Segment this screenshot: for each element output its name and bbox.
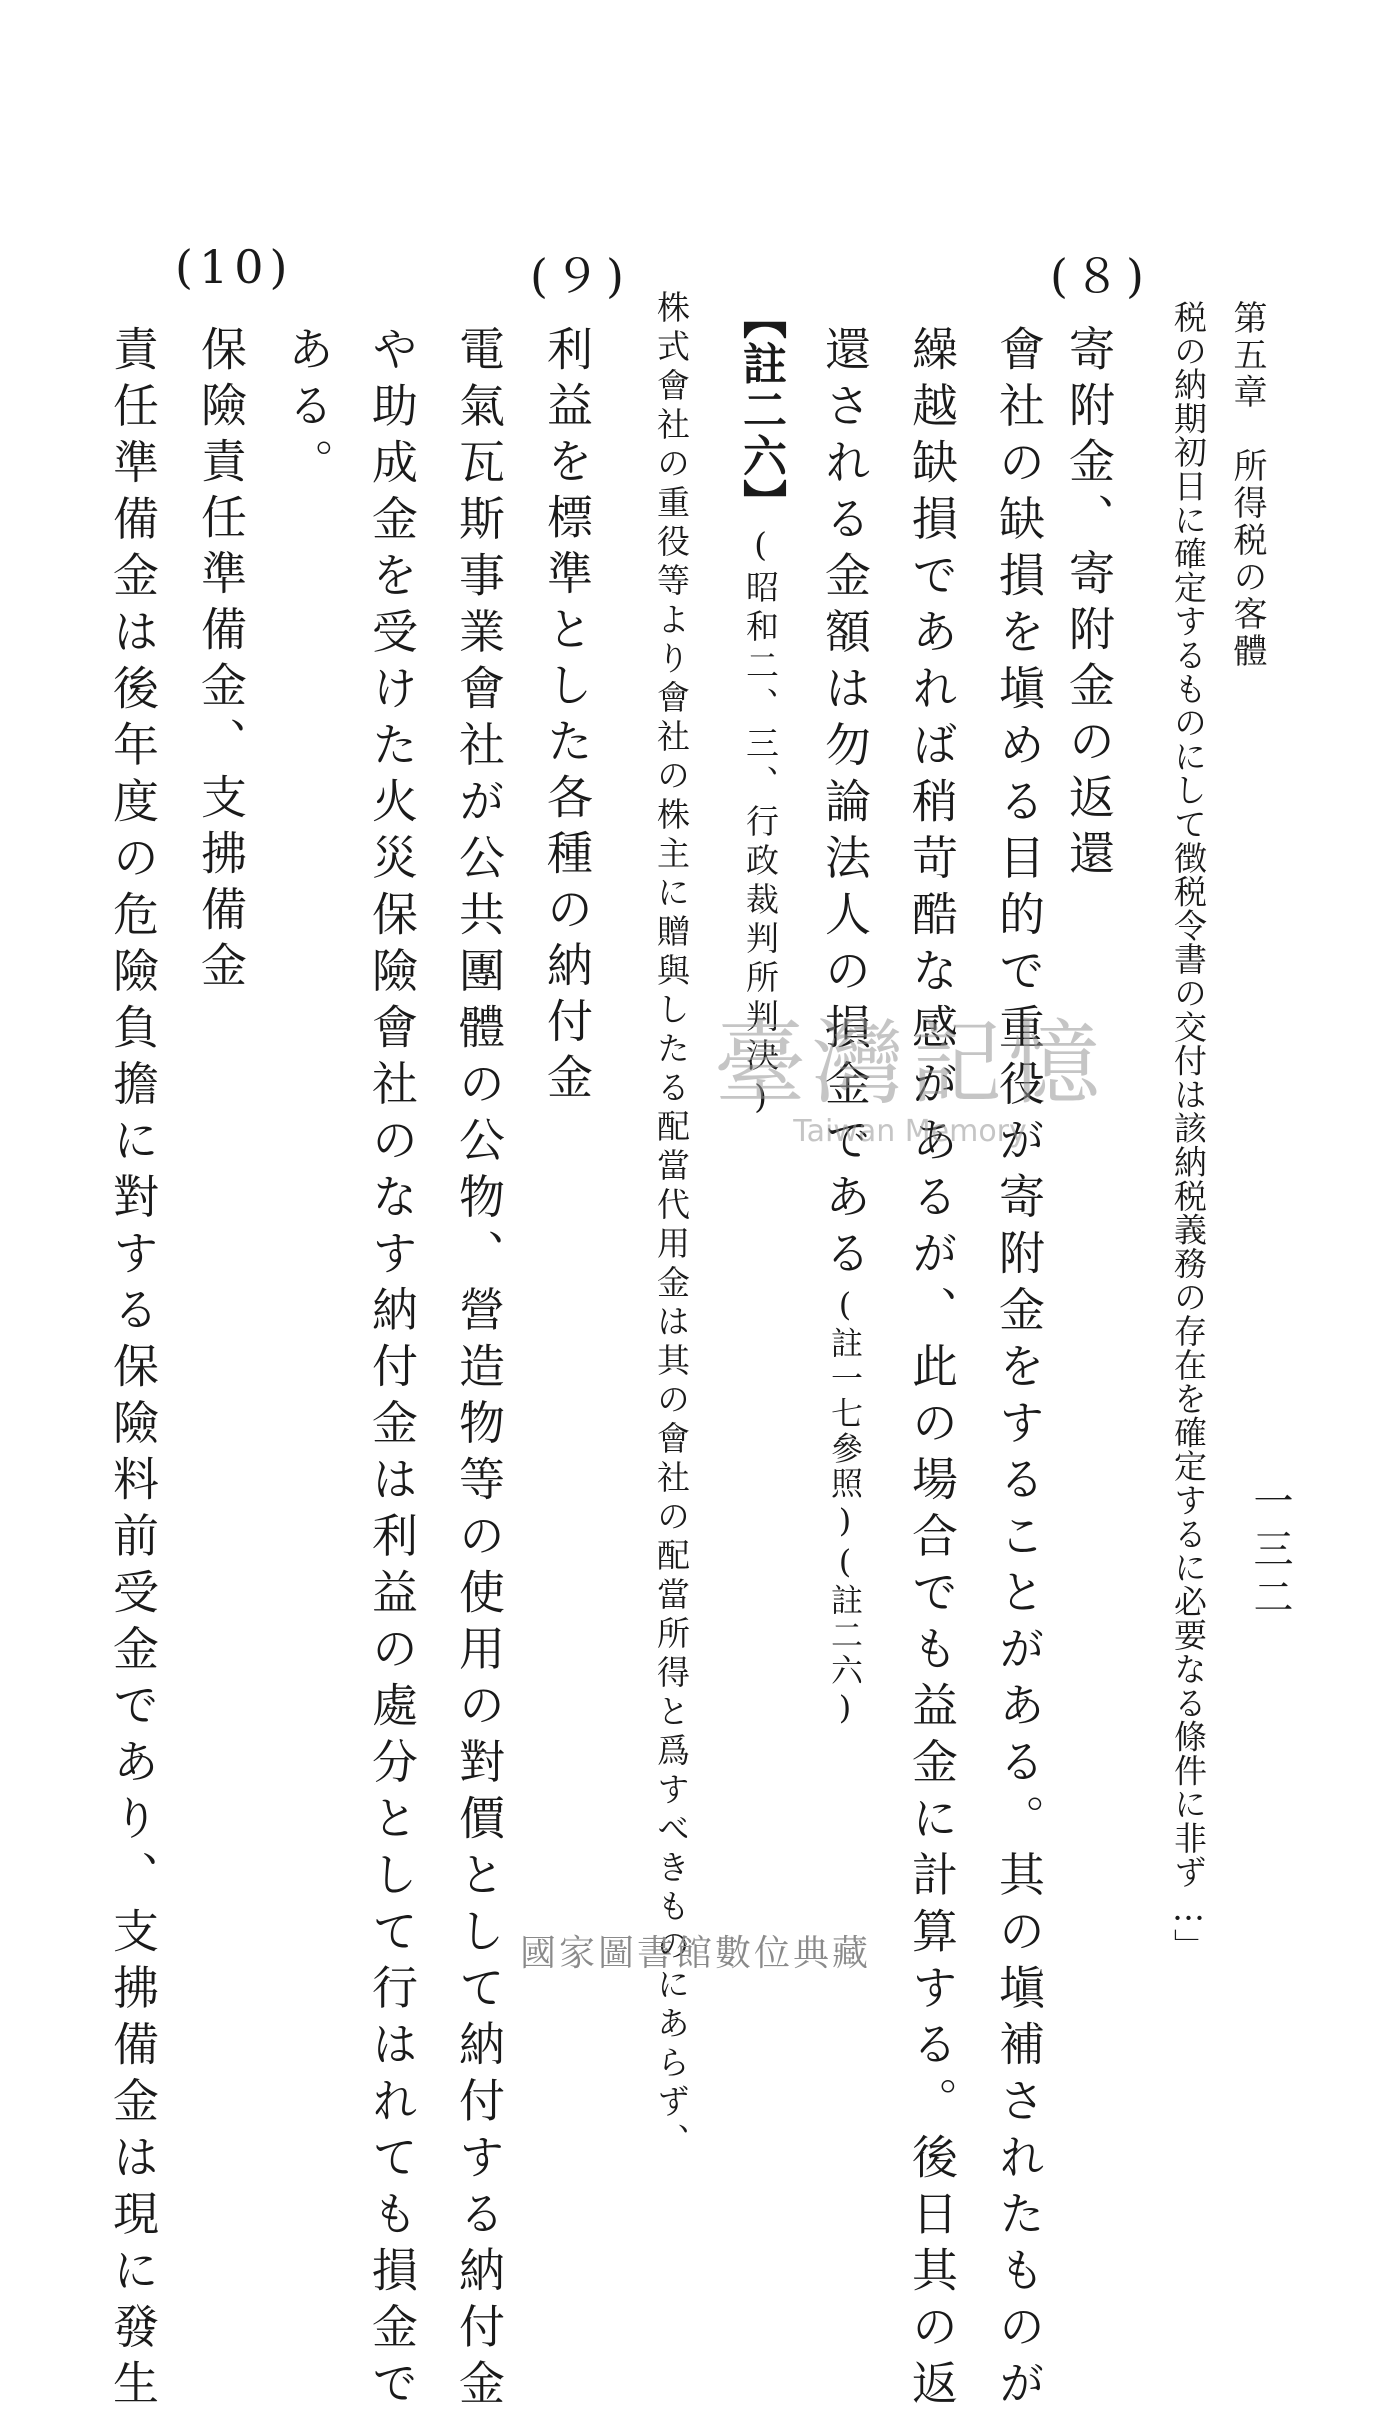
page-number: 一三二 bbox=[1247, 1480, 1293, 1624]
section-8-ref-26: (註二六) bbox=[826, 1542, 864, 1730]
section-8-line-1: 會社の缺損を塡める目的で重役が寄附金をすることがある。其の塡補されたものが bbox=[992, 325, 1046, 2416]
section-8-ref-17: (註一七參照) bbox=[826, 1285, 864, 1543]
chapter-title: 第五章 所得税の客體 bbox=[1227, 300, 1267, 670]
note-26-text: 株式會社の重役等より會社の株主に贈與したる配當代用金は其の會社の配當所得と爲すべきものにあらず、 bbox=[652, 290, 691, 2162]
section-10-title: 保險責任準備金、支拂備金 bbox=[194, 325, 248, 997]
section-8-line-3-text: 還される金額は勿論法人の損金である bbox=[818, 325, 872, 1286]
section-9-marker: (９) bbox=[530, 249, 630, 303]
section-8-marker: (８) bbox=[1050, 249, 1150, 303]
watermark-main: 臺灣記憶 bbox=[713, 1010, 1106, 1117]
section-8-line-2: 繰越缺損であれば稍苛酷な感があるが、此の場合でも益金に計算する。後日其の返 bbox=[905, 325, 959, 2416]
section-9-line-3: ある。 bbox=[281, 325, 335, 495]
taiwan-memory-watermark bbox=[700, 990, 1120, 1149]
section-9-line-2: や助成金を受けた火災保險會社のなす納付金は利益の處分として行はれても損金で bbox=[365, 325, 419, 2416]
note-26-label: 【註二六】 bbox=[735, 295, 786, 525]
section-8-title: 寄附金、寄附金の返還 bbox=[1062, 325, 1116, 885]
section-10-line-1: 責任準備金は後年度の危險負擔に對する保險料前受金であり、支拂備金は現に發生 bbox=[106, 325, 160, 2416]
note-26-source: (昭和二、三、行政裁判所判決) bbox=[741, 525, 780, 1122]
section-9-title: 利益を標準とした各種の納付金 bbox=[540, 325, 594, 1109]
section-9-line-1: 電氣瓦斯事業會社が公共團體の公物、營造物等の使用の對價として納付する納付金 bbox=[452, 325, 506, 2416]
library-footer: 國家圖書館數位典藏 bbox=[520, 1933, 872, 1974]
watermark-sub: Taiwan Memory bbox=[793, 1114, 1027, 1149]
tax-continuation-line: 税の納期初日に確定するものにして徴税令書の交付は該納税義務の存在を確定するに必要なる條件に非ず…」 bbox=[1169, 300, 1208, 1963]
section-10-marker: (10) bbox=[175, 240, 294, 294]
